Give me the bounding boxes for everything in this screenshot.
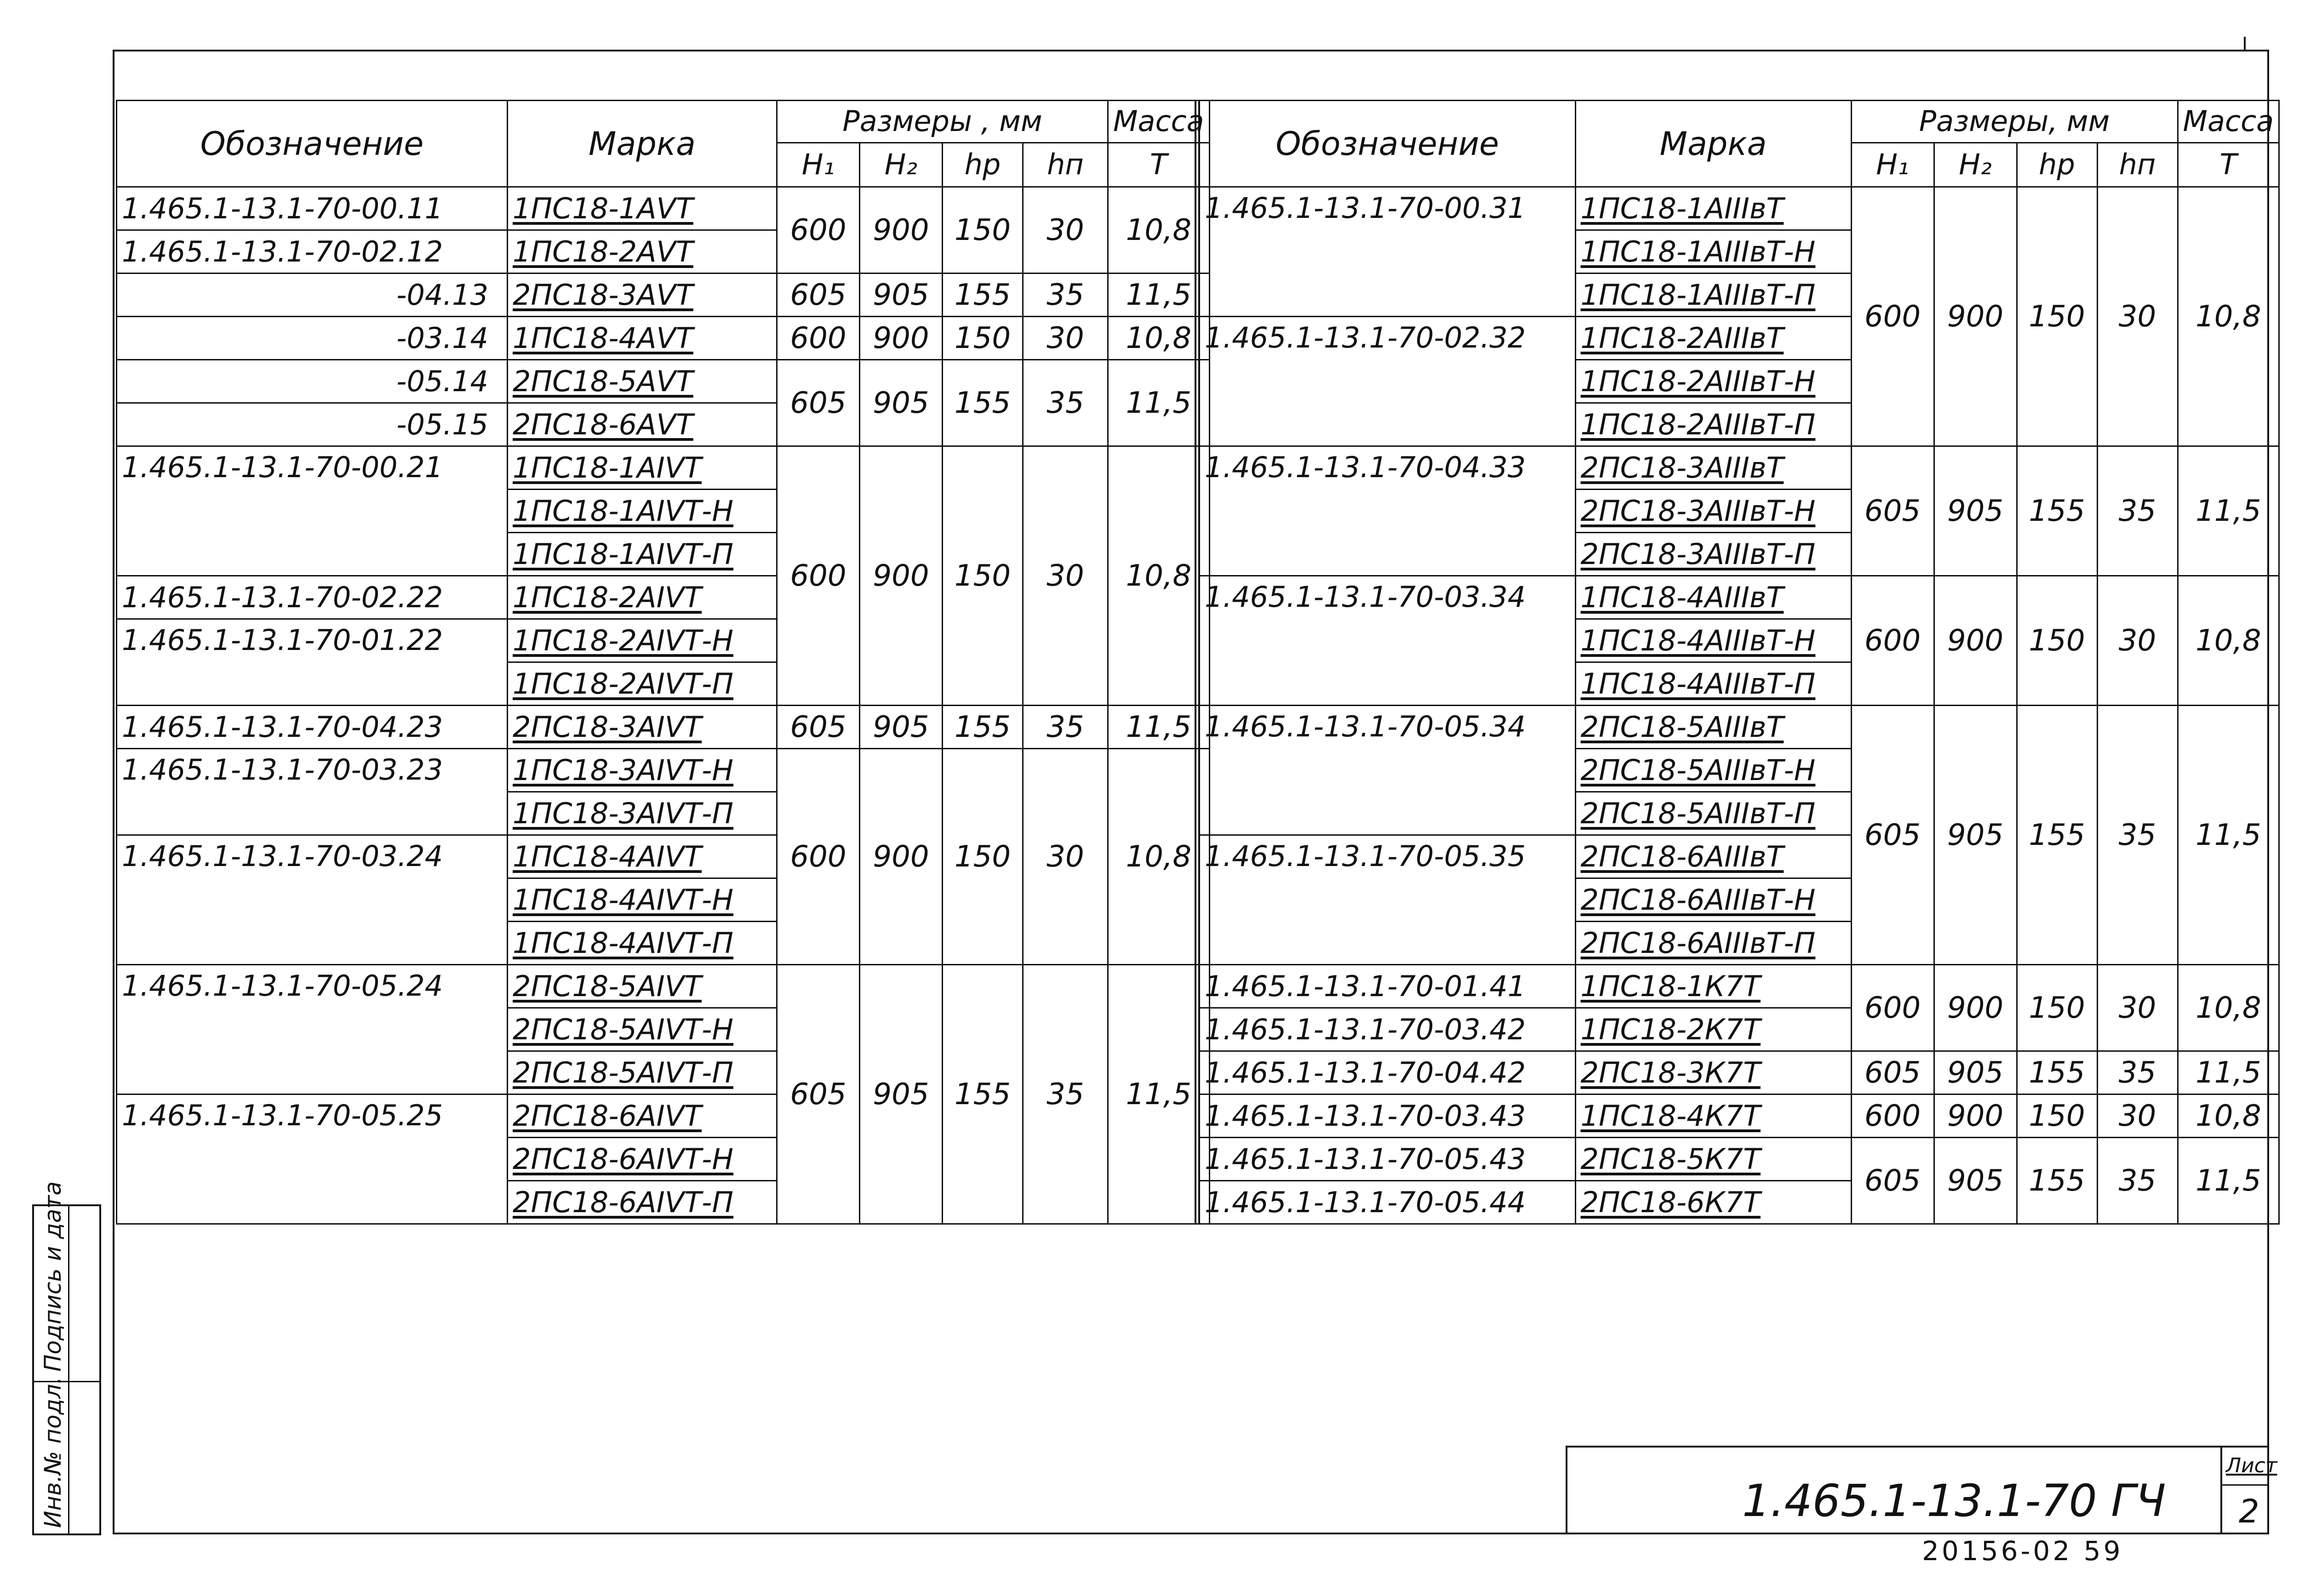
- designation-cell: -05.14: [117, 360, 508, 403]
- header-mass: Масса: [2178, 101, 2279, 143]
- mark-cell: 2ПС18-5АIIIвТ-Н: [1575, 749, 1851, 792]
- corner-tick: [2244, 37, 2246, 50]
- designation-cell: 1.465.1-13.1-70-05.24: [117, 965, 508, 1094]
- mass-cell: 11,5: [1108, 706, 1210, 749]
- h1-cell: 600: [777, 749, 860, 965]
- designation-cell: 1.465.1-13.1-70-01.41: [1197, 965, 1575, 1008]
- mass-cell: 10,8: [1108, 446, 1210, 706]
- h2-cell: 905: [860, 274, 943, 317]
- mark-cell: 1ПС18-1К7Т: [1575, 965, 1851, 1008]
- designation-cell: 1.465.1-13.1-70-00.11: [117, 187, 508, 230]
- table-row: [1197, 1094, 2279, 1138]
- table-row: [117, 360, 1210, 403]
- table-row: [1197, 187, 2279, 230]
- mark-cell: 1ПС18-2АIVТ-П: [508, 662, 777, 706]
- hn-cell: 35: [2097, 1138, 2178, 1224]
- mass-cell: 10,8: [1108, 749, 1210, 965]
- h2-cell: 900: [1934, 576, 2017, 706]
- mark-cell: 1ПС18-4АIVТ-Н: [508, 878, 777, 922]
- mass-cell: 10,8: [2178, 965, 2279, 1051]
- mark-cell: 2ПС18-3АIIIвТ-Н: [1575, 490, 1851, 533]
- hp-cell: 155: [2017, 1051, 2097, 1094]
- table-row: [1197, 1051, 2279, 1094]
- side-stamp: [32, 1181, 101, 1535]
- spec-table-right: [1195, 100, 2280, 1225]
- h2-cell: 905: [860, 965, 943, 1224]
- mark-cell: 1ПС18-4АVТ: [508, 317, 777, 360]
- mark-cell: 2ПС18-6АVТ: [508, 403, 777, 446]
- mark-cell: 1ПС18-1АIIIвТ-П: [1575, 274, 1851, 317]
- mark-cell: 2ПС18-6АIIIвТ-Н: [1575, 878, 1851, 922]
- table-row: [1197, 446, 2279, 490]
- hn-cell: 35: [1023, 965, 1108, 1224]
- designation-cell: 1.465.1-13.1-70-03.34: [1197, 576, 1575, 706]
- header-mark: Марка: [1575, 101, 1851, 187]
- mark-cell: 1ПС18-4АIVТ: [508, 835, 777, 878]
- mark-cell: 2ПС18-5АIVТ: [508, 965, 777, 1008]
- designation-cell: 1.465.1-13.1-70-04.42: [1197, 1051, 1575, 1094]
- hn-cell: 30: [2097, 965, 2178, 1051]
- mark-cell: 2ПС18-6АIVТ: [508, 1094, 777, 1138]
- header-t: Т: [2178, 142, 2279, 187]
- sheet-cell-divider: [2220, 1484, 2267, 1486]
- designation-cell: 1.465.1-13.1-70-05.25: [117, 1094, 508, 1224]
- mark-cell: 1ПС18-2АIVТ: [508, 576, 777, 619]
- mark-cell: 2ПС18-5АIVТ-П: [508, 1051, 777, 1094]
- h1-cell: 600: [1851, 187, 1934, 446]
- h2-cell: 900: [860, 187, 943, 274]
- hp-cell: 155: [2017, 706, 2097, 965]
- header-t: Т: [1108, 142, 1210, 187]
- mark-cell: 2ПС18-6АIIIвТ: [1575, 835, 1851, 878]
- designation-cell: 1.465.1-13.1-70-05.35: [1197, 835, 1575, 965]
- table-row: [1197, 576, 2279, 619]
- mark-cell: 2ПС18-5АIVТ-Н: [508, 1008, 777, 1051]
- h1-cell: 600: [777, 317, 860, 360]
- designation-cell: 1.465.1-13.1-70-02.12: [117, 230, 508, 274]
- designation-cell: 1.465.1-13.1-70-03.23: [117, 749, 508, 835]
- mass-cell: 10,8: [1108, 187, 1210, 274]
- mass-cell: 10,8: [2178, 576, 2279, 706]
- mark-cell: 1ПС18-2АIIIвТ-П: [1575, 403, 1851, 446]
- designation-cell: 1.465.1-13.1-70-04.23: [117, 706, 508, 749]
- document-code: 1.465.1-13.1-70 ГЧ: [1742, 1475, 2166, 1527]
- hn-cell: 35: [1023, 706, 1108, 749]
- mark-cell: 1ПС18-1АIIIвТ-Н: [1575, 230, 1851, 274]
- h2-cell: 905: [1934, 1138, 2017, 1224]
- h1-cell: 600: [1851, 576, 1934, 706]
- h1-cell: 600: [777, 187, 860, 274]
- hp-cell: 155: [943, 360, 1023, 446]
- mass-cell: 11,5: [1108, 274, 1210, 317]
- hp-cell: 155: [943, 274, 1023, 317]
- h1-cell: 605: [777, 360, 860, 446]
- header-mark: Марка: [508, 101, 777, 187]
- table-row: [117, 446, 1210, 490]
- header-hn: hп: [2097, 142, 2178, 187]
- mark-cell: 1ПС18-2АIIIвТ-Н: [1575, 360, 1851, 403]
- designation-cell: 1.465.1-13.1-70-05.43: [1197, 1138, 1575, 1181]
- header-h2: H₂: [860, 142, 943, 187]
- table-row: [117, 317, 1210, 360]
- title-block: [1566, 1446, 2277, 1534]
- hp-cell: 150: [943, 446, 1023, 706]
- mark-cell: 2ПС18-5АVТ: [508, 360, 777, 403]
- header-hp: hр: [2017, 142, 2097, 187]
- mass-cell: 11,5: [1108, 965, 1210, 1224]
- h1-cell: 605: [1851, 446, 1934, 576]
- mark-cell: 1ПС18-2АIVТ-Н: [508, 619, 777, 662]
- h2-cell: 900: [860, 446, 943, 706]
- mass-cell: 11,5: [2178, 446, 2279, 576]
- h1-cell: 600: [1851, 1094, 1934, 1138]
- mark-cell: 1ПС18-4АIIIвТ-П: [1575, 662, 1851, 706]
- hn-cell: 35: [1023, 360, 1108, 446]
- hp-cell: 150: [2017, 576, 2097, 706]
- mark-cell: 2ПС18-5АIIIвТ-П: [1575, 792, 1851, 835]
- title-block-divider: [2220, 1448, 2222, 1533]
- mass-cell: 11,5: [2178, 1138, 2279, 1224]
- h1-cell: 605: [777, 274, 860, 317]
- mark-cell: 2ПС18-5К7Т: [1575, 1138, 1851, 1181]
- mark-cell: 2ПС18-3К7Т: [1575, 1051, 1851, 1094]
- designation-cell: 1.465.1-13.1-70-00.31: [1197, 187, 1575, 317]
- mark-cell: 2ПС18-3АIVТ: [508, 706, 777, 749]
- header-designation: Обозначение: [1197, 101, 1575, 187]
- mass-cell: 11,5: [2178, 1051, 2279, 1094]
- table-row: [117, 749, 1210, 792]
- mark-cell: 1ПС18-1АVТ: [508, 187, 777, 230]
- designation-cell: 1.465.1-13.1-70-02.22: [117, 576, 508, 619]
- archive-number: 20156-02 59: [1922, 1535, 2123, 1567]
- hn-cell: 35: [2097, 1051, 2178, 1094]
- inventory-number-label: Инв.№ подл.: [40, 1376, 66, 1528]
- h2-cell: 905: [1934, 1051, 2017, 1094]
- h2-cell: 900: [1934, 1094, 2017, 1138]
- h2-cell: 900: [860, 317, 943, 360]
- header-h1: H₁: [777, 142, 860, 187]
- designation-cell: 1.465.1-13.1-70-01.22: [117, 619, 508, 706]
- designation-cell: 1.465.1-13.1-70-02.32: [1197, 317, 1575, 446]
- mark-cell: 2ПС18-6АIIIвТ-П: [1575, 922, 1851, 965]
- h2-cell: 905: [1934, 706, 2017, 965]
- mark-cell: 2ПС18-6К7Т: [1575, 1181, 1851, 1224]
- mark-cell: 1ПС18-3АIVТ-Н: [508, 749, 777, 792]
- h2-cell: 905: [1934, 446, 2017, 576]
- designation-cell: -05.15: [117, 403, 508, 446]
- hn-cell: 30: [1023, 749, 1108, 965]
- mark-cell: 2ПС18-6АIVТ-Н: [508, 1138, 777, 1181]
- designation-cell: 1.465.1-13.1-70-05.44: [1197, 1181, 1575, 1224]
- designation-cell: 1.465.1-13.1-70-03.43: [1197, 1094, 1575, 1138]
- hp-cell: 155: [2017, 446, 2097, 576]
- mark-cell: 1ПС18-4АIIIвТ: [1575, 576, 1851, 619]
- h1-cell: 605: [777, 706, 860, 749]
- table-row: [117, 965, 1210, 1008]
- header-h2: H₂: [1934, 142, 2017, 187]
- sheet-number: 2: [2239, 1493, 2259, 1530]
- hn-cell: 35: [1023, 274, 1108, 317]
- hp-cell: 155: [943, 706, 1023, 749]
- hp-cell: 150: [2017, 1094, 2097, 1138]
- h1-cell: 605: [1851, 706, 1934, 965]
- mark-cell: 1ПС18-1АIVТ-П: [508, 533, 777, 576]
- hn-cell: 35: [2097, 706, 2178, 965]
- hp-cell: 150: [2017, 965, 2097, 1051]
- hn-cell: 30: [1023, 187, 1108, 274]
- mark-cell: 1ПС18-1АIVТ-Н: [508, 490, 777, 533]
- hn-cell: 30: [2097, 576, 2178, 706]
- h2-cell: 905: [860, 706, 943, 749]
- hp-cell: 155: [943, 965, 1023, 1224]
- hn-cell: 30: [2097, 1094, 2178, 1138]
- header-dimensions: Размеры , мм: [777, 101, 1108, 143]
- mark-cell: 1ПС18-2АIIIвТ: [1575, 317, 1851, 360]
- hn-cell: 30: [1023, 317, 1108, 360]
- mark-cell: 1ПС18-1АIVТ: [508, 446, 777, 490]
- h2-cell: 905: [860, 360, 943, 446]
- header-hp: hр: [943, 142, 1023, 187]
- mark-cell: 1ПС18-4АIVТ-П: [508, 922, 777, 965]
- mass-cell: 10,8: [1108, 317, 1210, 360]
- hn-cell: 35: [2097, 446, 2178, 576]
- mark-cell: 2ПС18-5АIIIвТ: [1575, 706, 1851, 749]
- sheet-label: Лист: [2226, 1454, 2277, 1477]
- hp-cell: 150: [2017, 187, 2097, 446]
- table-row: [117, 706, 1210, 749]
- h2-cell: 900: [1934, 965, 2017, 1051]
- mark-cell: 2ПС18-3АVТ: [508, 274, 777, 317]
- mark-cell: 1ПС18-2АVТ: [508, 230, 777, 274]
- hp-cell: 150: [943, 187, 1023, 274]
- table-row: [117, 187, 1210, 230]
- mass-cell: 10,8: [2178, 1094, 2279, 1138]
- hp-cell: 150: [943, 317, 1023, 360]
- mass-cell: 11,5: [1108, 360, 1210, 446]
- mass-cell: 11,5: [2178, 706, 2279, 965]
- designation-cell: 1.465.1-13.1-70-05.34: [1197, 706, 1575, 835]
- table-row: [117, 274, 1210, 317]
- h1-cell: 605: [1851, 1138, 1934, 1224]
- hp-cell: 155: [2017, 1138, 2097, 1224]
- designation-cell: 1.465.1-13.1-70-00.21: [117, 446, 508, 576]
- h1-cell: 600: [1851, 965, 1934, 1051]
- table-row: [1197, 1138, 2279, 1181]
- h2-cell: 900: [860, 749, 943, 965]
- h1-cell: 605: [777, 965, 860, 1224]
- mark-cell: 2ПС18-6АIVТ-П: [508, 1181, 777, 1224]
- mark-cell: 2ПС18-3АIIIвТ: [1575, 446, 1851, 490]
- h1-cell: 605: [1851, 1051, 1934, 1094]
- hp-cell: 150: [943, 749, 1023, 965]
- mark-cell: 1ПС18-4К7Т: [1575, 1094, 1851, 1138]
- mark-cell: 1ПС18-3АIVТ-П: [508, 792, 777, 835]
- mark-cell: 2ПС18-3АIIIвТ-П: [1575, 533, 1851, 576]
- header-dimensions: Размеры, мм: [1851, 101, 2178, 143]
- h1-cell: 600: [777, 446, 860, 706]
- table-row: [1197, 965, 2279, 1008]
- header-h1: H₁: [1851, 142, 1934, 187]
- designation-cell: -04.13: [117, 274, 508, 317]
- designation-cell: 1.465.1-13.1-70-03.42: [1197, 1008, 1575, 1051]
- table-row: [1197, 706, 2279, 749]
- mark-cell: 1ПС18-1АIIIвТ: [1575, 187, 1851, 230]
- header-hn: hп: [1023, 142, 1108, 187]
- designation-cell: -03.14: [117, 317, 508, 360]
- mark-cell: 1ПС18-2К7Т: [1575, 1008, 1851, 1051]
- signature-date-label: Подпись и дата: [40, 1181, 66, 1372]
- mass-cell: 10,8: [2178, 187, 2279, 446]
- hn-cell: 30: [1023, 446, 1108, 706]
- designation-cell: 1.465.1-13.1-70-03.24: [117, 835, 508, 965]
- h2-cell: 900: [1934, 187, 2017, 446]
- header-mass: Масса: [1108, 101, 1210, 143]
- spec-table-left: [116, 100, 1210, 1225]
- mark-cell: 1ПС18-4АIIIвТ-Н: [1575, 619, 1851, 662]
- designation-cell: 1.465.1-13.1-70-04.33: [1197, 446, 1575, 576]
- header-designation: Обозначение: [117, 101, 508, 187]
- hn-cell: 30: [2097, 187, 2178, 446]
